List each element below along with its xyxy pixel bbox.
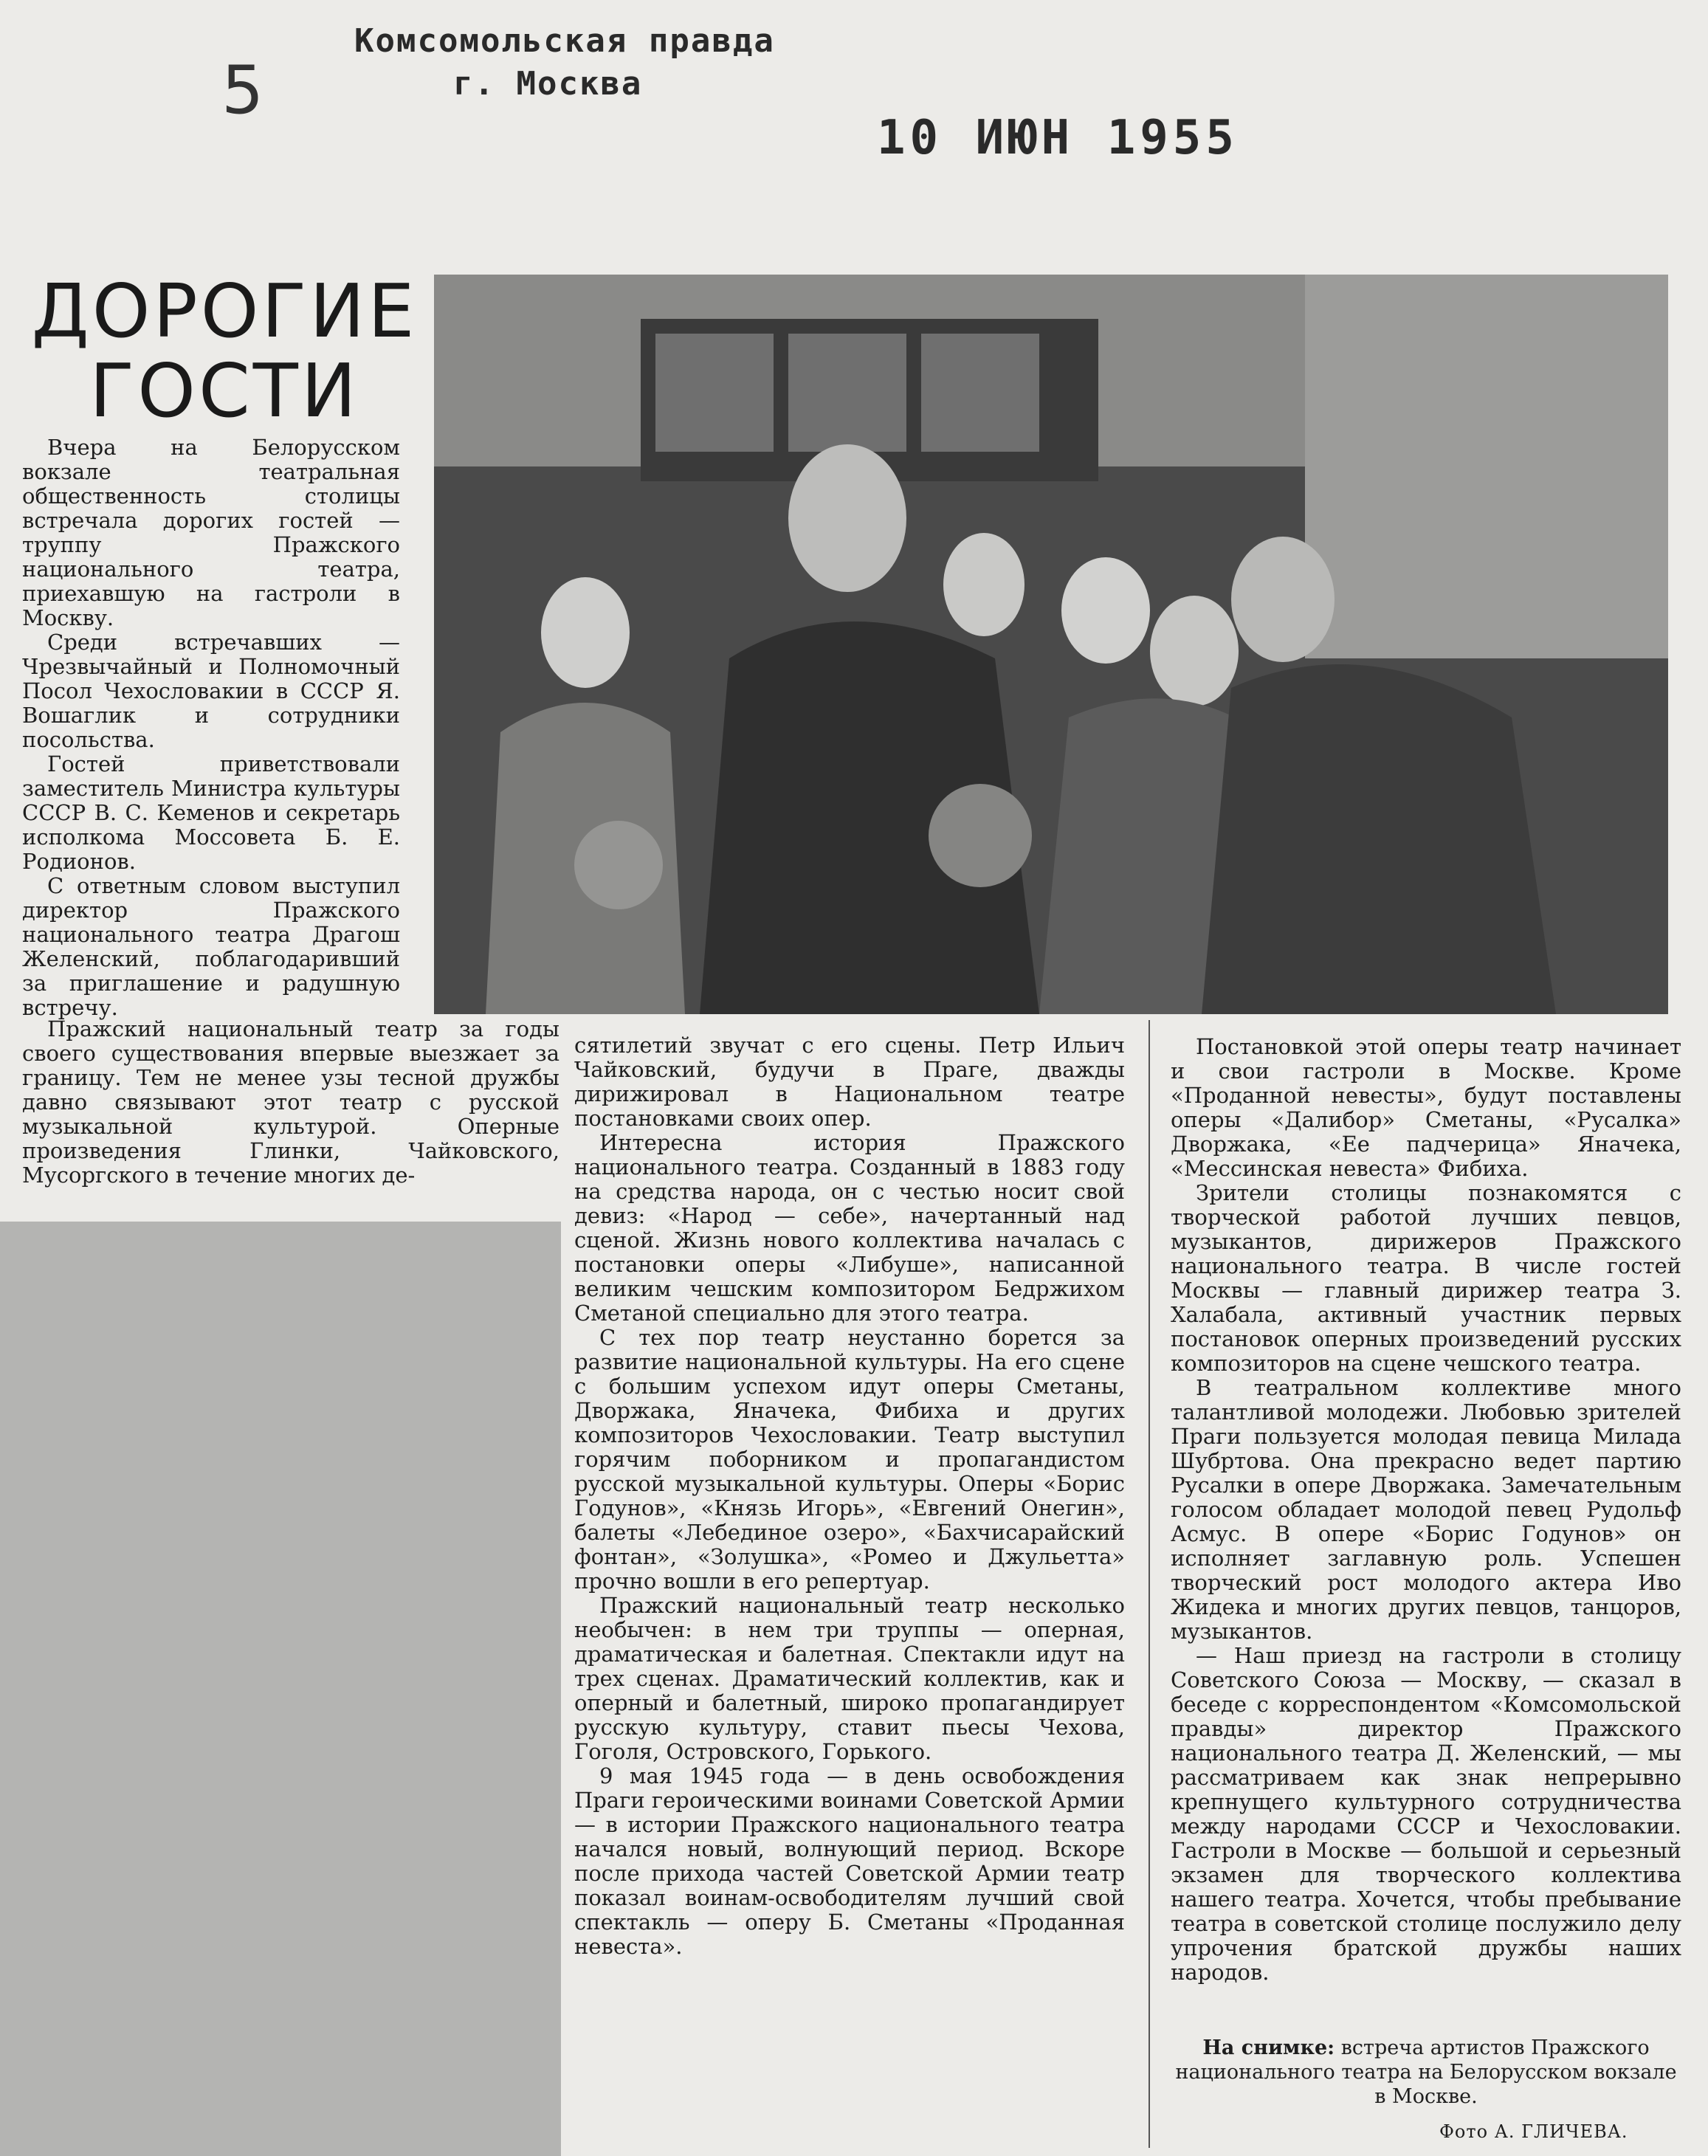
photo-train-station-greeting: [434, 275, 1668, 1014]
photo-caption: [1171, 2036, 1681, 2109]
paragraph: Среди встречавших — Чрезвычайный и Полномочный Посол Чехословакии в СССР Я. Вошаглик и сотрудники посольства.: [22, 630, 400, 752]
column-divider: [1149, 1020, 1150, 2148]
paragraph: Пражский национальный театр несколько необычен: в нем три труппы — оперная, драматическая и балетная. Спектакли идут на трех сценах. Драматический коллектив, как и оперный и балетный, широко пропагандирует русскую культуру, ставит пьесы Чехова, Гоголя, Островского, Горького.: [574, 1593, 1125, 1764]
paragraph: Вчера на Белорусском вокзале театральная общественность столицы встречала дорогих гостей — труппу Пражского национального театра, приехавшую на гастроли в Москву.: [22, 435, 400, 630]
stamp-date: 10 ИЮН 1955: [877, 111, 1239, 165]
paragraph: сятилетий звучат с его сцены. Петр Ильич Чайковский, будучи в Праге, дважды дирижировал в Национальном театре постановками своих опер.: [574, 1033, 1125, 1131]
article-column-3: [1171, 1035, 1681, 1985]
caption-lead: На снимке:: [1202, 2036, 1335, 2059]
stamp-city: г. Москва: [453, 65, 643, 103]
backing-sheet: [0, 1222, 561, 2156]
paragraph: С ответным словом выступил директор Пражского национального театра Драгош Желенский, поблагодаривший за приглашение и радушную встречу.: [22, 873, 400, 1020]
photo-illustration: [434, 275, 1668, 1014]
paragraph: Постановкой этой оперы театр начинает и свои гастроли в Москве. Кроме «Проданной невесты», будут поставлены оперы «Далибор» Сметаны, «Русалка» Дворжака, «Ее падчерица» Яначека, «Мессинская невеста» Фибиха.: [1171, 1034, 1681, 1181]
caption-text: встреча артистов Пражского национального театра на Белорусском вокзале в Москве.: [1175, 2036, 1677, 2108]
photo-credit: Фото А. ГЛИЧЕВА.: [1439, 2121, 1628, 2142]
paragraph: В театральном коллективе много талантливой молодежи. Любовью зрителей Праги пользуется молодая певица Милада Шубртова. Она прекрасно ведет партию Русалки в опере Дворжака. Замечательным голосом обладает молодой певец Рудольф Асмус. В опере «Борис Годунов» он исполняет заглавную роль. Успешен творческий рост молодого актера Иво Жидека и многих других певцов, танцоров, музыкантов.: [1171, 1375, 1681, 1644]
article-column-1-bottom: [22, 1017, 559, 1188]
article-column-1-top: [22, 435, 400, 1020]
paragraph: — Наш приезд на гастроли в столицу Советского Союза — Москву, — сказал в беседе с корреспондентом «Комсомольской правды» директор Пражского национального театра Д. Желенский, — мы рассматриваем как знак непрерывно крепнущего культурного сотрудничества между народами СССР и Чехословакии. Гастроли в Москве — большой и серьезный экзамен для творческого коллектива нашего театра. Хочется, чтобы пребывание театра в советской столице послужило делу упрочения братской дружбы наших народов.: [1171, 1643, 1681, 1985]
paragraph: Интересна история Пражского национального театра. Созданный в 1883 году на средства народа, он с честью носит свой девиз: «Народ — себе», начертанный над сценой. Жизнь нового коллектива началась с постановки оперы «Либуше», написанной великим чешским композитором Бедржихом Сметаной специально для этого театра.: [574, 1130, 1125, 1326]
headline: ДОРОГИЕ ГОСТИ: [31, 268, 418, 434]
paragraph: Пражский национальный театр за годы своего существования впервые выезжает за границу. Тем не менее узы тесной дружбы давно связывают этот театр с русской музыкальной культурой. Оперные произведения Глинки, Чайковского, Мусоргского в течение многих де-: [22, 1016, 559, 1188]
paragraph: Зрители столицы познакомятся с творческой работой лучших певцов, музыкантов, дирижеров Пражского национального театра. В числе гостей Москвы — главный дирижер театра З. Халабала, активный участник первых постановок оперных произведений русских композиторов на сцене чешского театра.: [1171, 1180, 1681, 1376]
handwritten-mark: 5: [221, 52, 264, 129]
paragraph: С тех пор театр неустанно борется за развитие национальной культуры. На его сцене с большим успехом идут оперы Сметаны, Дворжака, Яначека, Фибиха и других композиторов Чехословакии. Театр выступил горячим поборником и пропагандистом русской музыкальной культуры. Оперы «Борис Годунов», «Князь Игорь», «Евгений Онегин», балеты «Лебединое озеро», «Бахчисарайский фонтан», «Золушка», «Ромео и Джульетта» прочно вошли в его репертуар.: [574, 1325, 1125, 1594]
paragraph: Гостей приветствовали заместитель Министра культуры СССР В. С. Кеменов и секретарь исполкома Моссовета Б. Е. Родионов.: [22, 751, 400, 874]
stamp-newspaper: Комсомольская правда: [354, 22, 775, 60]
paragraph: 9 мая 1945 года — в день освобождения Праги героическими воинами Советской Армии — в истории Пражского национального театра начался новый, волнующий период. Вскоре после прихода частей Советской Армии театр показал воинам-освободителям лучший свой спектакль — оперу Б. Сметаны «Проданная невеста».: [574, 1763, 1125, 1959]
article-column-2: [574, 1033, 1125, 1959]
